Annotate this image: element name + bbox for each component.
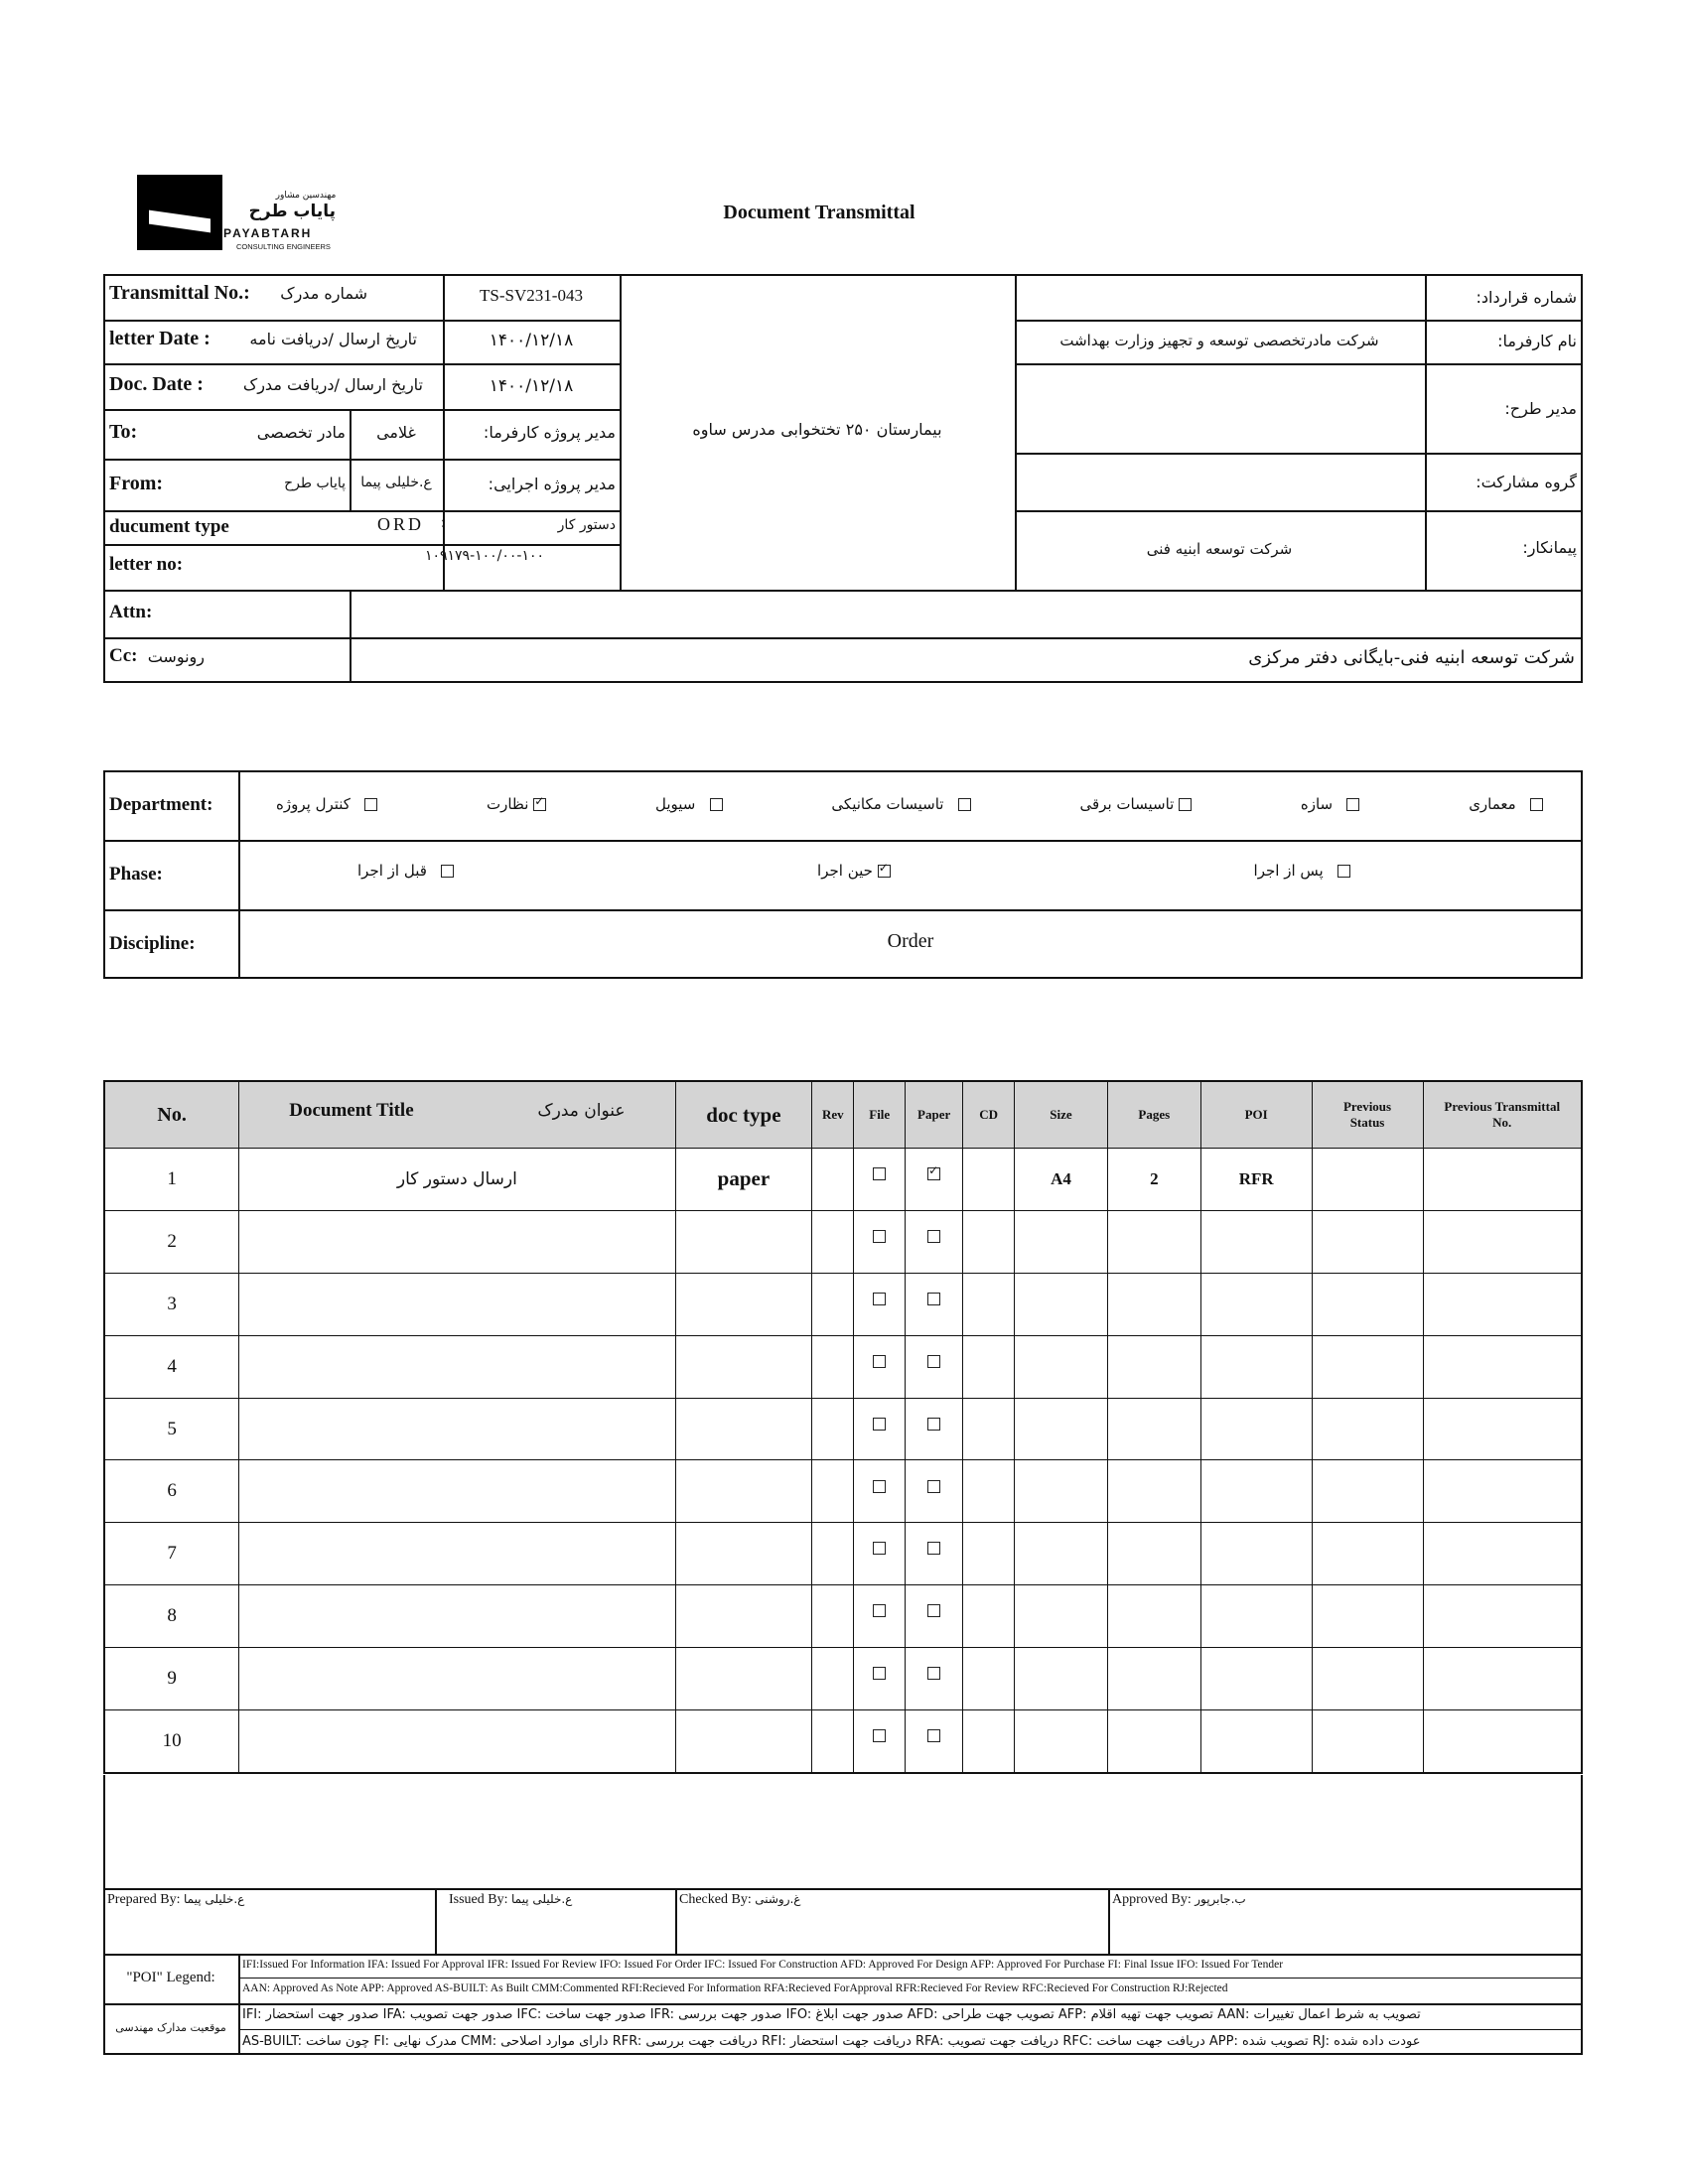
phase-label: Phase: xyxy=(109,864,163,885)
cell-cd xyxy=(963,1335,1015,1398)
header-previous-transmittal: Previous Transmittal No. xyxy=(1423,1081,1582,1149)
cell-file xyxy=(854,1585,906,1648)
cell-cd xyxy=(963,1648,1015,1710)
cell-title xyxy=(239,1648,675,1710)
cell-pages xyxy=(1107,1585,1200,1648)
cell-poi xyxy=(1200,1460,1312,1523)
cell-size xyxy=(1015,1585,1108,1648)
doc-date-value: ۱۴۰۰/۱۲/۱۸ xyxy=(489,376,574,396)
cell-pages xyxy=(1107,1710,1200,1773)
cell-rev xyxy=(812,1398,854,1460)
cell-no: 10 xyxy=(104,1710,239,1773)
header-pages: Pages xyxy=(1107,1081,1200,1149)
page-title: Document Transmittal xyxy=(723,202,915,223)
cell-pages xyxy=(1107,1460,1200,1523)
header-previous-status: Previous Status xyxy=(1312,1081,1423,1149)
cell-poi xyxy=(1200,1210,1312,1273)
department-label: Department: xyxy=(109,794,213,815)
cell-file xyxy=(854,1648,906,1710)
cell-previous-status xyxy=(1312,1398,1423,1460)
cell-rev xyxy=(812,1335,854,1398)
partner-group-label: گروه مشارکت: xyxy=(1476,473,1577,491)
document-type-label: ducument type xyxy=(109,516,229,537)
paper-checkbox[interactable] xyxy=(927,1604,940,1617)
status-legend-label: موقعیت مدارک مهندسی xyxy=(115,2021,226,2034)
table-row xyxy=(104,1210,1582,1273)
file-checkbox[interactable] xyxy=(873,1418,886,1431)
header-doc-type: doc type xyxy=(675,1081,812,1149)
from-label: From: xyxy=(109,473,164,494)
file-checkbox[interactable] xyxy=(873,1604,886,1617)
cell-previous-transmittal xyxy=(1423,1648,1582,1710)
file-checkbox[interactable] xyxy=(873,1230,886,1243)
cell-title xyxy=(239,1335,675,1398)
cell-pages xyxy=(1107,1523,1200,1585)
documents-table xyxy=(103,1080,1583,1774)
cell-no: 3 xyxy=(104,1273,239,1335)
cell-title xyxy=(239,1273,675,1335)
cell-doc-type xyxy=(675,1210,812,1273)
cell-size xyxy=(1015,1335,1108,1398)
paper-checkbox[interactable] xyxy=(927,1418,940,1431)
file-checkbox[interactable] xyxy=(873,1480,886,1493)
cell-size xyxy=(1015,1710,1108,1773)
cell-poi xyxy=(1200,1335,1312,1398)
cell-size xyxy=(1015,1273,1108,1335)
cell-cd xyxy=(963,1273,1015,1335)
cell-cd xyxy=(963,1398,1015,1460)
department-option-electrical[interactable]: تاسیسات برقی xyxy=(1080,795,1193,813)
department-option-structure[interactable]: سازه xyxy=(1301,795,1360,813)
cell-doc-type xyxy=(675,1710,812,1773)
header-rev: Rev xyxy=(812,1081,854,1149)
discipline-value: Order xyxy=(887,930,934,952)
checkbox-supervision[interactable] xyxy=(533,798,546,811)
to-person: غلامی xyxy=(376,423,416,442)
project-name: بیمارستان ۲۵۰ تختخوابی مدرس ساوه xyxy=(692,420,942,439)
paper-checkbox[interactable] xyxy=(927,1667,940,1680)
cell-size xyxy=(1015,1648,1108,1710)
cell-file xyxy=(854,1149,906,1211)
phase-option-after[interactable]: پس از اجرا xyxy=(1254,862,1350,880)
cell-pages xyxy=(1107,1210,1200,1273)
cell-cd xyxy=(963,1210,1015,1273)
cell-pages xyxy=(1107,1335,1200,1398)
file-checkbox[interactable] xyxy=(873,1729,886,1742)
cell-no: 6 xyxy=(104,1460,239,1523)
cell-no: 2 xyxy=(104,1210,239,1273)
cell-title xyxy=(239,1398,675,1460)
table-row xyxy=(104,1398,1582,1460)
department-option-architecture[interactable]: معماری xyxy=(1469,795,1543,813)
cell-pages xyxy=(1107,1648,1200,1710)
header-paper: Paper xyxy=(906,1081,963,1149)
logo-subtitle: CONSULTING ENGINEERS xyxy=(236,242,331,251)
transmittal-no-value: TS-SV231-043 xyxy=(480,286,583,305)
header-size: Size xyxy=(1015,1081,1108,1149)
cell-cd xyxy=(963,1710,1015,1773)
cell-rev xyxy=(812,1523,854,1585)
client-value: شرکت مادرتخصصی توسعه و تجهیز وزارت بهداشت xyxy=(1059,332,1379,349)
cell-title xyxy=(239,1460,675,1523)
table-row xyxy=(104,1523,1582,1585)
cell-poi xyxy=(1200,1398,1312,1460)
file-checkbox[interactable] xyxy=(873,1542,886,1555)
cell-doc-type xyxy=(675,1648,812,1710)
cell-paper xyxy=(906,1460,963,1523)
to-label: To: xyxy=(109,421,138,443)
contractor-value: شرکت توسعه ابنیه فنی xyxy=(1146,540,1293,558)
transmittal-no-label-fa: شماره مدرک xyxy=(280,284,367,303)
cell-paper xyxy=(906,1648,963,1710)
logo-text-fa-top: مهندسین مشاور xyxy=(275,191,337,201)
cell-file xyxy=(854,1273,906,1335)
cell-title xyxy=(239,1523,675,1585)
cell-paper xyxy=(906,1335,963,1398)
signature-issued xyxy=(449,1892,572,1908)
checkbox-civil[interactable] xyxy=(710,798,723,811)
letter-date-value: ۱۴۰۰/۱۲/۱۸ xyxy=(489,331,574,350)
header-no: No. xyxy=(104,1081,239,1149)
cell-doc-type xyxy=(675,1398,812,1460)
issued-by-value: ع.خلیلی پیما xyxy=(511,1892,573,1906)
issued-by-label: Issued By: xyxy=(449,1892,508,1907)
cell-previous-status xyxy=(1312,1273,1423,1335)
cell-poi xyxy=(1200,1648,1312,1710)
cell-previous-transmittal xyxy=(1423,1335,1582,1398)
letter-no-value: ۱۰۹۱۷۹-۱۰۰/۰۰-۱۰۰ xyxy=(424,548,545,564)
department-option-civil[interactable]: سیویل xyxy=(655,795,723,813)
poi-legend-line-1: IFI:Issued For Information IFA: Issued For Approval IFR: Issued For Review IFO: Issued For Order IFC: Issued For Construction AFD: Approved For Design AFP: Approved For Purchase FI: Final Issue IFO: Issued For Tender xyxy=(242,1959,1284,1971)
cell-doc-type: paper xyxy=(675,1149,812,1211)
cell-previous-status xyxy=(1312,1149,1423,1211)
phase-option-before[interactable]: قبل از اجرا xyxy=(357,862,454,880)
paper-checkbox[interactable] xyxy=(927,1542,940,1555)
cell-title xyxy=(239,1210,675,1273)
prepared-by-value: ع.خلیلی پیما xyxy=(183,1892,245,1906)
cell-paper xyxy=(906,1585,963,1648)
status-legend-line-2: AS-BUILT: چون ساخت FI: مدرک نهایی CMM: دارای موارد اصلاحی RFR: دریافت جهت بررسی RFI: دریافت جهت استحضار RFA: دریافت جهت تصویب RFC: دریافت جهت ساخت APP: تصویب شده RJ: عودت داده شده xyxy=(242,2034,1421,2049)
checkbox-project-control[interactable] xyxy=(364,798,377,811)
prepared-by-label: Prepared By: xyxy=(107,1892,181,1907)
cell-paper xyxy=(906,1710,963,1773)
header-title-en: Document Title xyxy=(289,1100,414,1121)
document-type-fa: دستور کار xyxy=(557,517,616,533)
cell-poi xyxy=(1200,1273,1312,1335)
signature-approved xyxy=(1112,1892,1246,1908)
cell-previous-transmittal xyxy=(1423,1460,1582,1523)
cell-no: 9 xyxy=(104,1648,239,1710)
from-person: ع.خلیلی پیما xyxy=(360,475,432,490)
cell-doc-type xyxy=(675,1273,812,1335)
cell-file xyxy=(854,1710,906,1773)
header-file: File xyxy=(854,1081,906,1149)
document-type-separator: : xyxy=(441,514,446,531)
table-row xyxy=(104,1585,1582,1648)
cell-rev xyxy=(812,1585,854,1648)
contractor-label: پیمانکار: xyxy=(1522,538,1577,557)
checkbox-phase-during[interactable] xyxy=(878,865,891,878)
cell-previous-transmittal xyxy=(1423,1149,1582,1211)
cell-file xyxy=(854,1210,906,1273)
cell-paper xyxy=(906,1273,963,1335)
doc-date-label-fa: تاریخ ارسال /دریافت مدرک xyxy=(242,375,423,394)
cell-title xyxy=(239,1585,675,1648)
discipline-label: Discipline: xyxy=(109,933,196,954)
paper-checkbox[interactable] xyxy=(927,1167,940,1180)
doc-date-label: Doc. Date : xyxy=(109,373,204,395)
cell-title xyxy=(239,1710,675,1773)
cc-value: شرکت توسعه ابنیه فنی-بایگانی دفتر مرکزی xyxy=(1248,647,1575,668)
cell-size: A4 xyxy=(1015,1149,1108,1211)
checkbox-phase-after[interactable] xyxy=(1337,865,1350,878)
cell-pages xyxy=(1107,1273,1200,1335)
checkbox-electrical[interactable] xyxy=(1179,798,1192,811)
cell-rev xyxy=(812,1273,854,1335)
to-role: مدیر پروژه کارفرما: xyxy=(483,423,616,442)
cell-size xyxy=(1015,1523,1108,1585)
approved-by-value: ب.جابرپور xyxy=(1195,1892,1246,1906)
checkbox-architecture[interactable] xyxy=(1530,798,1543,811)
attn-label: Attn: xyxy=(109,602,153,622)
cell-doc-type xyxy=(675,1523,812,1585)
cell-previous-status xyxy=(1312,1523,1423,1585)
department-option-project-control[interactable]: کنترل پروژه xyxy=(276,795,377,813)
cell-doc-type xyxy=(675,1335,812,1398)
cell-no: 4 xyxy=(104,1335,239,1398)
status-legend-line-1: IFI: صدور جهت استحضار IFA: صدور جهت تصویب IFC: صدور جهت ساخت IFR: صدور جهت بررسی IFO: صدور جهت ابلاغ AFD: تصویب جهت طراحی AFP: تصویب جهت تهیه اقلام AAN: تصویب به شرط اعمال تغییرات xyxy=(242,2007,1421,2022)
from-role: مدیر پروژه اجرایی: xyxy=(488,475,616,493)
cell-cd xyxy=(963,1523,1015,1585)
logo-text-fa: پایاب طرح xyxy=(248,202,336,221)
poi-legend-line-2: AAN: Approved As Note APP: Approved AS-BUILT: As Built CMM:Commented RFI:Recieved For Information RFA:Recieved ForApproval RFR:Recieved For Review RFC:Recieved For Construction RJ:Rejected xyxy=(242,1982,1228,1994)
from-value: پاياب طرح xyxy=(284,476,346,491)
cell-poi xyxy=(1200,1710,1312,1773)
checked-by-value: غ.روشنی xyxy=(755,1892,801,1906)
table-row xyxy=(104,1460,1582,1523)
cell-size xyxy=(1015,1210,1108,1273)
table-row xyxy=(104,1273,1582,1335)
cell-no: 8 xyxy=(104,1585,239,1648)
cell-paper xyxy=(906,1398,963,1460)
cell-paper xyxy=(906,1523,963,1585)
cell-file xyxy=(854,1460,906,1523)
cell-file xyxy=(854,1335,906,1398)
cell-previous-status xyxy=(1312,1710,1423,1773)
cell-rev xyxy=(812,1149,854,1211)
cell-rev xyxy=(812,1648,854,1710)
cell-paper xyxy=(906,1210,963,1273)
cell-poi xyxy=(1200,1585,1312,1648)
paper-checkbox[interactable] xyxy=(927,1230,940,1243)
cell-size xyxy=(1015,1398,1108,1460)
cell-previous-transmittal xyxy=(1423,1523,1582,1585)
table-row xyxy=(104,1648,1582,1710)
cell-pages: 2 xyxy=(1107,1149,1200,1211)
document-type-code: ORD xyxy=(377,514,425,534)
cell-rev xyxy=(812,1710,854,1773)
cell-file xyxy=(854,1398,906,1460)
department-options xyxy=(246,795,1573,813)
cell-poi xyxy=(1200,1523,1312,1585)
cell-file xyxy=(854,1523,906,1585)
paper-checkbox[interactable] xyxy=(927,1293,940,1305)
header-poi: POI xyxy=(1200,1081,1312,1149)
project-manager-label: مدیر طرح: xyxy=(1504,399,1577,418)
cell-previous-status xyxy=(1312,1585,1423,1648)
cell-no: 1 xyxy=(104,1149,239,1211)
cell-previous-transmittal xyxy=(1423,1710,1582,1773)
cell-previous-transmittal xyxy=(1423,1210,1582,1273)
cell-previous-transmittal xyxy=(1423,1273,1582,1335)
cell-previous-transmittal xyxy=(1423,1585,1582,1648)
file-checkbox[interactable] xyxy=(873,1293,886,1305)
cell-size xyxy=(1015,1460,1108,1523)
header-cd: CD xyxy=(963,1081,1015,1149)
signature-prepared xyxy=(107,1892,244,1908)
header-document-title xyxy=(239,1081,675,1149)
department-option-supervision[interactable]: ✓ نظارت xyxy=(487,795,546,813)
cell-no: 5 xyxy=(104,1398,239,1460)
table-row xyxy=(104,1335,1582,1398)
file-checkbox[interactable] xyxy=(873,1667,886,1680)
cell-paper xyxy=(906,1149,963,1211)
cell-cd xyxy=(963,1585,1015,1648)
cell-cd xyxy=(963,1149,1015,1211)
table-row xyxy=(104,1149,1582,1211)
letter-no-label: letter no: xyxy=(109,554,184,575)
cc-label-fa: رونوست xyxy=(147,647,205,666)
to-value: مادر تخصصی xyxy=(256,423,346,442)
cell-rev xyxy=(812,1460,854,1523)
cell-previous-status xyxy=(1312,1210,1423,1273)
checkbox-phase-before[interactable] xyxy=(441,865,454,878)
cell-cd xyxy=(963,1460,1015,1523)
checked-by-label: Checked By: xyxy=(679,1892,752,1907)
checkbox-structure[interactable] xyxy=(1346,798,1359,811)
cell-previous-transmittal xyxy=(1423,1398,1582,1460)
documents-header-row xyxy=(104,1081,1582,1149)
letter-date-label: letter Date : xyxy=(109,328,211,349)
paper-checkbox[interactable] xyxy=(927,1480,940,1493)
poi-legend-label: "POI" Legend: xyxy=(126,1970,215,1985)
signature-checked xyxy=(679,1892,800,1908)
header-title-fa: عنوان مدرک xyxy=(537,1101,626,1121)
file-checkbox[interactable] xyxy=(873,1167,886,1180)
cell-previous-status xyxy=(1312,1648,1423,1710)
table-row xyxy=(104,1710,1582,1773)
cell-doc-type xyxy=(675,1460,812,1523)
file-checkbox[interactable] xyxy=(873,1355,886,1368)
cell-previous-status xyxy=(1312,1460,1423,1523)
cell-no: 7 xyxy=(104,1523,239,1585)
paper-checkbox[interactable] xyxy=(927,1355,940,1368)
paper-checkbox[interactable] xyxy=(927,1729,940,1742)
contract-no-label: شماره قرارداد: xyxy=(1476,288,1577,307)
cell-rev xyxy=(812,1210,854,1273)
checkbox-mechanical[interactable] xyxy=(958,798,971,811)
department-option-mechanical[interactable]: تاسیسات مکانیکی xyxy=(831,795,970,813)
logo-text-en: PAYABTARH xyxy=(223,226,313,240)
cell-doc-type xyxy=(675,1585,812,1648)
cell-title: ارسال دستور کار xyxy=(239,1149,675,1211)
cc-label: Cc: xyxy=(109,645,138,666)
letter-date-label-fa: تاریخ ارسال /دریافت نامه xyxy=(249,330,417,348)
cell-poi: RFR xyxy=(1200,1149,1312,1211)
documents-body xyxy=(104,1149,1582,1773)
phase-options xyxy=(357,862,1350,880)
client-label: نام کارفرما: xyxy=(1497,332,1577,350)
approved-by-label: Approved By: xyxy=(1112,1892,1192,1907)
phase-option-during[interactable]: ✓ حین اجرا xyxy=(817,862,891,880)
transmittal-no-label: Transmittal No.: xyxy=(109,282,250,304)
cell-pages xyxy=(1107,1398,1200,1460)
cell-previous-status xyxy=(1312,1335,1423,1398)
